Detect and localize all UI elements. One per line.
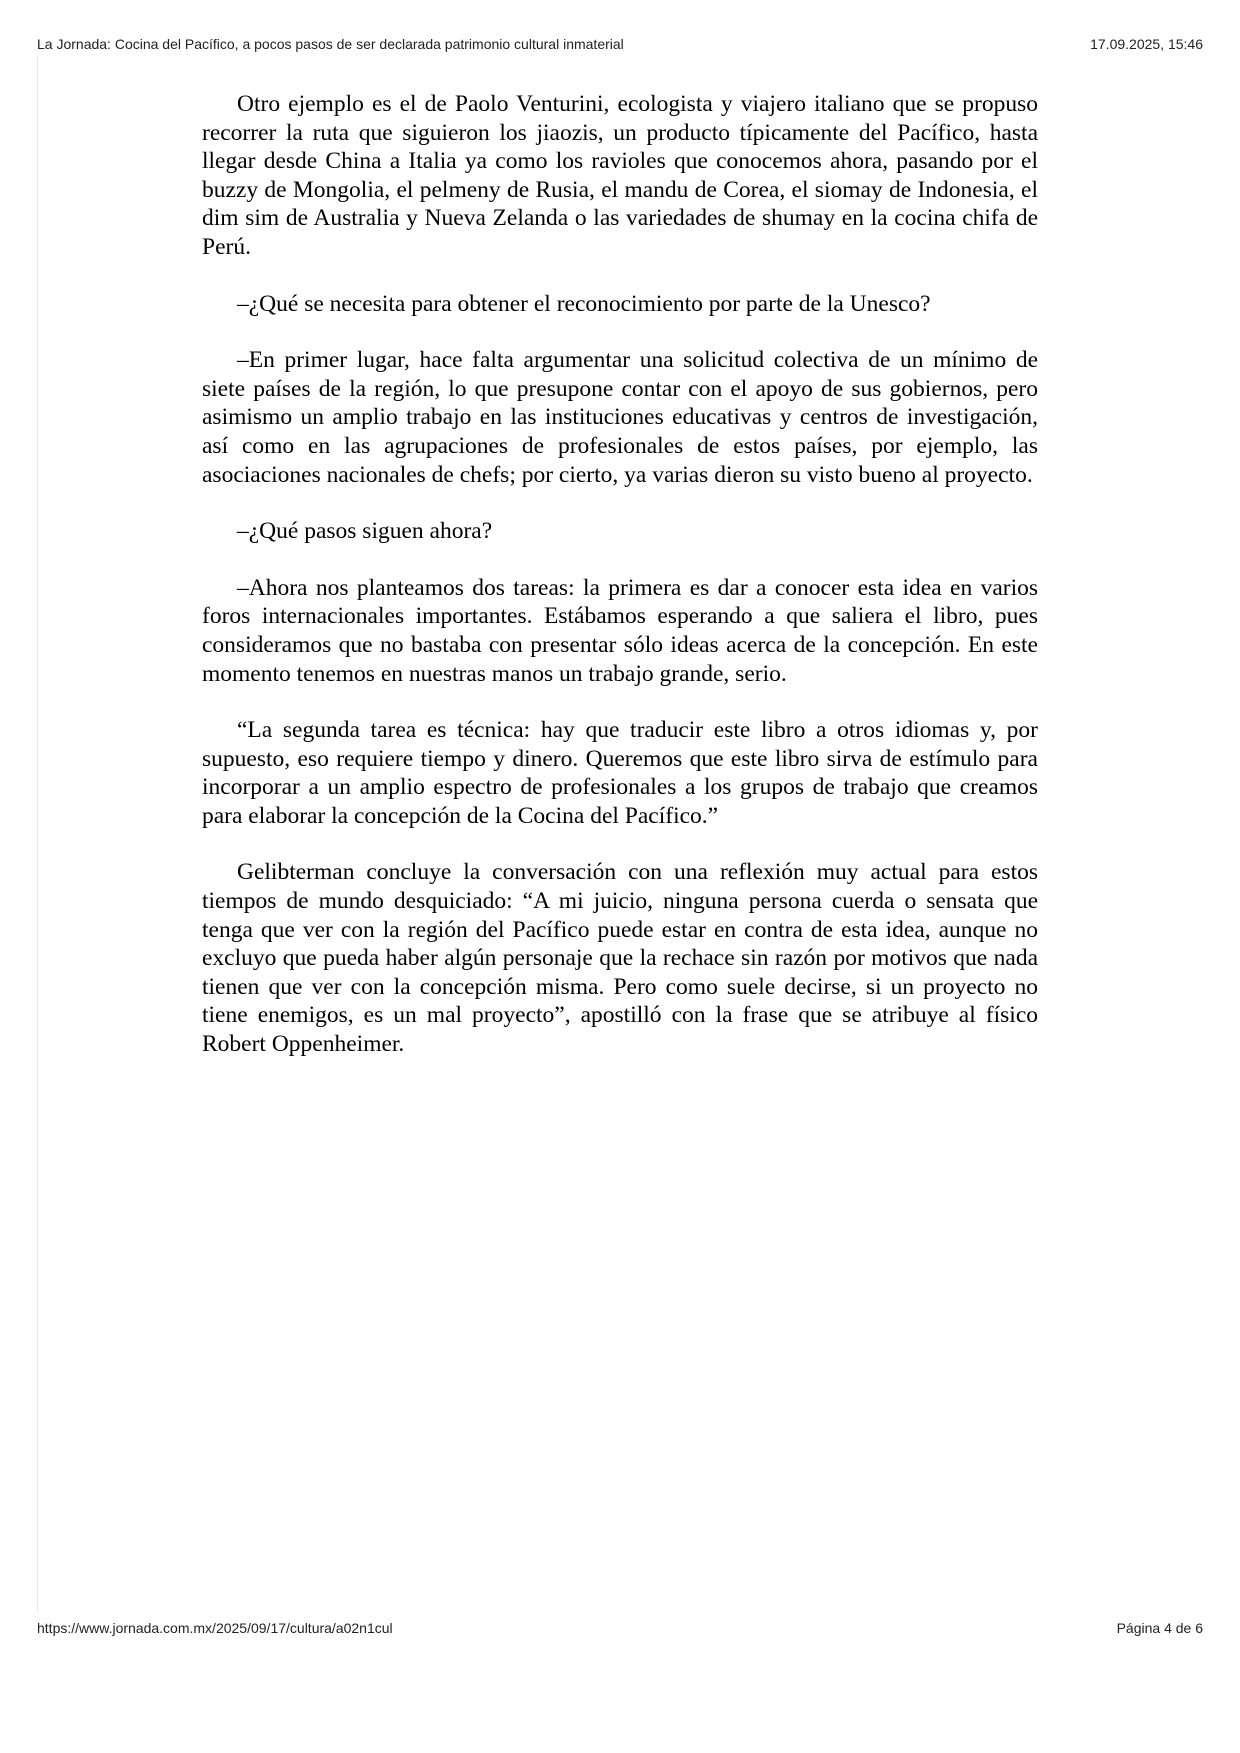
print-footer — [37, 1620, 1203, 1636]
paragraph-second-task: “La segunda tarea es técnica: hay que traducir este libro a otros idiomas y, por supuesto, eso requiere tiempo y dinero. Queremos que este libro sirva de estímulo para incorporar a un amplio espectro de profesionales a los grupos de trabajo que creamos para elaborar la concepción de la Cocina del Pacífico.” — [202, 717, 1038, 829]
answer-next-steps: –Ahora nos planteamos dos tareas: la primera es dar a conocer esta idea en varios foros internacionales importantes. Estábamos esperando a que saliera el libro, pues consideramos que no bastaba con presentar sólo ideas acerca de la concepción. En este momento tenemos en nuestras manos un trabajo grande, serio. — [202, 574, 1038, 687]
page-title: La Jornada: Cocina del Pacífico, a pocos pasos de ser declarada patrimonio cultural inmaterial — [37, 36, 624, 52]
print-datetime: 17.09.2025, 15:46 — [1090, 36, 1203, 52]
paragraph-conclusion: Gelibterman concluye la conversación con una reflexión muy actual para estos tiempos de mundo desquiciado: “A mi juicio, ninguna persona cuerda o sensata que tenga que ver con la región del Pacífico puede estar en contra de esta idea, aunque no excluyo que pueda haber algún personaje que la rechace sin razón por motivos que nada tienen que ver con la concepción misma. Pero como suele decirse, si un proyecto no tiene enemigos, es un mal proyecto”, apostilló con la frase que se atribuye al físico Robert Oppenheimer. — [202, 859, 1038, 1058]
page-url[interactable]: https://www.jornada.com.mx/2025/09/17/cultura/a02n1cul — [37, 1620, 393, 1636]
question-unesco-recognition: –¿Qué se necesita para obtener el reconocimiento por parte de la Unesco? — [237, 290, 931, 317]
answer-unesco-recognition: –En primer lugar, hace falta argumentar una solicitud colectiva de un mínimo de siete países de la región, lo que presupone contar con el apoyo de sus gobiernos, pero asimismo un amplio trabajo en las instituciones educativas y centros de investigación, así como en las agrupaciones de profesionales de estos países, por ejemplo, las asociaciones nacionales de chefs; por cierto, ya varias dieron su visto bueno al proyecto. — [202, 347, 1038, 488]
left-margin-rule — [37, 56, 38, 1612]
print-header — [37, 36, 1203, 52]
article-body — [202, 90, 1038, 1087]
page-number: Página 4 de 6 — [1116, 1620, 1203, 1636]
question-next-steps: –¿Qué pasos siguen ahora? — [237, 518, 493, 545]
paragraph-venturini-example: Otro ejemplo es el de Paolo Venturini, ecologista y viajero italiano que se propuso recorrer la ruta que siguieron los jiaozis, un producto típicamente del Pacífico, hasta llegar desde China a Italia ya como los ravioles que conocemos ahora, pasando por el buzzy de Mongolia, el pelmeny de Rusia, el mandu de Corea, el siomay de Indonesia, el dim sim de Australia y Nueva Zelanda o las variedades de shumay en la cocina chifa de Perú. — [202, 91, 1038, 260]
